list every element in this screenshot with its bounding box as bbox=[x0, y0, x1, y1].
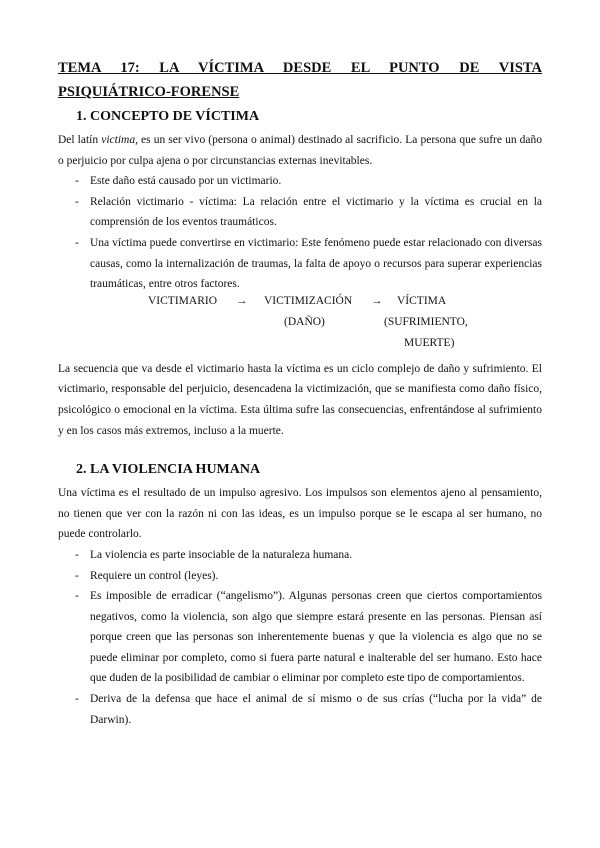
intro-text-b: , es un ser vivo (persona o animal) destinado al sacrificio. La persona que sufre un daño o perjuicio por culpa ajena o por circunstancias externas inevitables. bbox=[58, 134, 543, 167]
flow-arrow-2: → bbox=[371, 294, 383, 307]
list-item bbox=[58, 233, 542, 295]
list-item bbox=[58, 545, 542, 566]
section1-paragraph: La secuencia que va desde el victimario hasta la víctima es un ciclo complejo de daño y sufrimiento. El victimario, responsable del perjuicio, desencadena la victimización, que se manifiesta como daño físico, psicológico o emocional en la víctima. Esta última sufre las consecuencias, enfrentándose al sufrimiento y en los casos más extremos, incluso a la muerte. bbox=[58, 362, 542, 437]
intro-italic-term: victima bbox=[101, 134, 136, 146]
list-item-text: Es imposible de erradicar (“angelismo”). Algunas personas creen que ciertos comportamientos negativos, como la violencia, son algo que siempre estará presente en las personas. Piensan así porque creen que las personas son inherentemente buenas y que la violencia es algo que no se puede eliminar por completo, como si fuera parte natural e inalterable del ser humano. Esto hace que duden de la posibilidad de cambiar o eliminar por completo este tipo de comportamientos. bbox=[90, 590, 542, 685]
list-item-text: La violencia es parte insociable de la naturaleza humana. bbox=[90, 548, 353, 561]
section2-intro: Una víctima es el resultado de un impulso agresivo. Los impulsos son elementos ajeno al pensamiento, no tienen que ver con la razón ni con las ideas, es un impulso porque se le escapa al ser humano, no puede controlarlo. bbox=[58, 487, 542, 541]
bullet-dash: - bbox=[75, 175, 79, 188]
document-page bbox=[58, 56, 542, 730]
document-title-line1: TEMA 17: LA VÍCTIMA DESDE EL PUNTO DE VISTA bbox=[58, 60, 542, 76]
list-item bbox=[58, 586, 542, 689]
victim-sequence-diagram bbox=[58, 295, 542, 359]
list-item-text: Relación victimario - víctima: La relación entre el victimario y la víctima es crucial en la comprensión de los eventos traumáticos. bbox=[90, 195, 542, 229]
bullet-dash: - bbox=[75, 195, 79, 208]
section1-intro bbox=[58, 130, 542, 171]
section2-bullet-list bbox=[58, 545, 542, 730]
flow-victimizacion: VICTIMIZACIÓN bbox=[264, 294, 353, 307]
list-item-text: Este daño está causado por un victimario. bbox=[90, 175, 282, 188]
flow-victimario: VICTIMARIO bbox=[148, 294, 217, 307]
bullet-dash: - bbox=[75, 693, 79, 706]
flow-muerte: MUERTE) bbox=[404, 336, 455, 349]
list-item-text: Deriva de la defensa que hace el animal de sí mismo o de sus crías (“lucha por la vida” de Darwin). bbox=[90, 693, 542, 726]
list-item bbox=[58, 171, 542, 192]
list-item-text: Requiere un control (leyes). bbox=[90, 569, 219, 582]
bullet-dash: - bbox=[75, 236, 79, 249]
list-item bbox=[58, 192, 542, 233]
bullet-dash: - bbox=[75, 548, 79, 561]
section1-bullet-list bbox=[58, 171, 542, 295]
flow-arrow-1: → bbox=[236, 294, 248, 307]
flow-victima: VÍCTIMA bbox=[397, 294, 447, 307]
list-item bbox=[58, 566, 542, 587]
list-item-text: Una víctima puede convertirse en victimario: Este fenómeno puede estar relacionado con diversas causas, como la internalización de traumas, la falta de apoyo o recursos para superar experiencias traumáticas, entre otros factores. bbox=[90, 236, 542, 291]
intro-text-a: Del latín bbox=[58, 134, 102, 146]
flow-dano: (DAÑO) bbox=[284, 315, 325, 328]
document-title-line2: PSIQUIÁTRICO-FORENSE bbox=[58, 84, 240, 100]
bullet-dash: - bbox=[75, 569, 79, 582]
flow-sufrimiento: (SUFRIMIENTO, bbox=[384, 315, 468, 328]
bullet-dash: - bbox=[75, 590, 79, 603]
section1-heading: 1. CONCEPTO DE VÍCTIMA bbox=[76, 109, 260, 124]
section2-heading: 2. LA VIOLENCIA HUMANA bbox=[76, 462, 261, 478]
list-item bbox=[58, 689, 542, 730]
